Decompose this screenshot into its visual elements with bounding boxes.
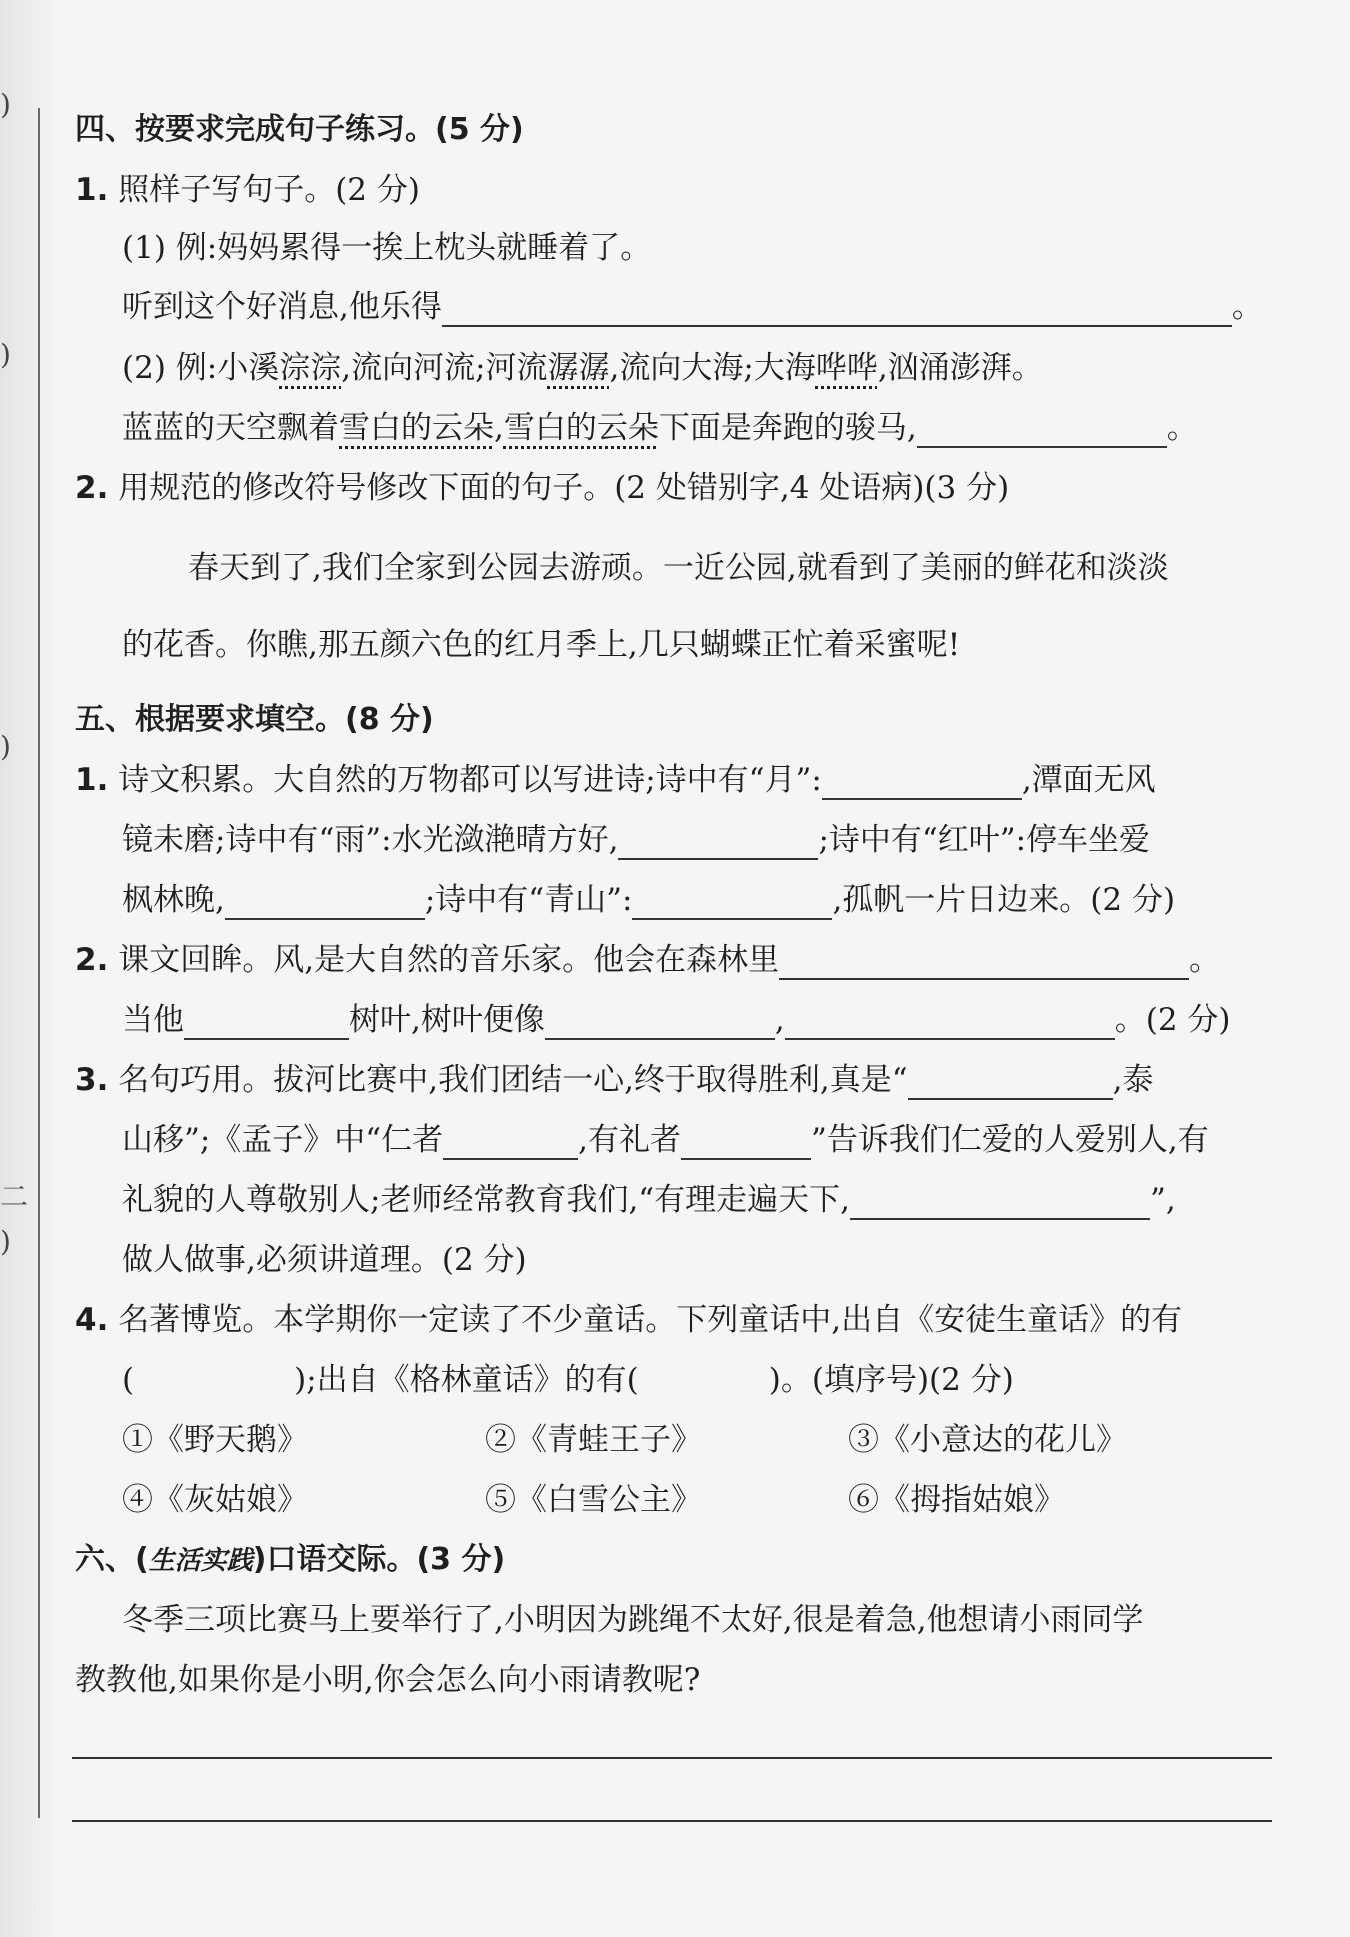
example-4-1-2: (2) 例:小溪淙淙,流向河流;河流潺潺,流向大海;大海哗哗,汹涌澎湃。 bbox=[122, 350, 1043, 386]
question-5-2: 2. 课文回眸。风,是大自然的音乐家。他会在森林里 。 bbox=[75, 942, 1221, 978]
question-5-3: 3. 名句巧用。拔河比赛中,我们团结一心,终于取得胜利,真是“ ,泰 bbox=[75, 1062, 1154, 1098]
answer-blank[interactable] bbox=[908, 1068, 1113, 1100]
answer-blank[interactable] bbox=[442, 295, 1232, 327]
question-5-4-line-2: ( );出自《格林童话》的有( )。(填序号)(2 分) bbox=[122, 1362, 1014, 1398]
answer-writing-line[interactable] bbox=[72, 1757, 1272, 1759]
option-4: ④《灰姑娘》 bbox=[122, 1482, 308, 1518]
question-5-2-line-2: 当他 树叶,树叶便像 , 。(2 分) bbox=[122, 1002, 1231, 1038]
option-3: ③《小意达的花儿》 bbox=[848, 1422, 1127, 1458]
section-4-title: 四、按要求完成句子练习。(5 分) bbox=[75, 112, 524, 147]
answer-blank[interactable] bbox=[822, 768, 1022, 800]
question-5-1: 1. 诗文积累。大自然的万物都可以写进诗;诗中有“月”: ,潭面无风 bbox=[75, 762, 1156, 798]
passage-line-2: 的花香。你瞧,那五颜六色的红月季上,几只蝴蝶正忙着采蜜呢! bbox=[122, 627, 961, 663]
answer-blank[interactable] bbox=[785, 1008, 1115, 1040]
question-5-3-line-3: 礼貌的人尊敬别人;老师经常教育我们,“有理走遍天下, ”, bbox=[122, 1182, 1176, 1218]
question-5-3-line-2: 山移”;《孟子》中“仁者 ,有礼者 ”告诉我们仁爱的人爱别人,有 bbox=[122, 1122, 1209, 1158]
answer-blank[interactable] bbox=[779, 948, 1189, 980]
margin-mark: ) bbox=[0, 730, 11, 763]
option-2: ②《青蛙王子》 bbox=[485, 1422, 702, 1458]
section-5-title: 五、根据要求填空。(8 分) bbox=[75, 702, 434, 737]
answer-blank[interactable] bbox=[632, 888, 832, 920]
option-6: ⑥《拇指姑娘》 bbox=[848, 1482, 1065, 1518]
section-6-title: 六、(生活实践)口语交际。(3 分) bbox=[75, 1542, 506, 1577]
answer-writing-line[interactable] bbox=[72, 1820, 1272, 1822]
answer-blank[interactable] bbox=[443, 1128, 578, 1160]
passage-line-2: 教教他,如果你是小明,你会怎么向小雨请教呢? bbox=[75, 1662, 701, 1698]
answer-blank[interactable] bbox=[618, 828, 818, 860]
question-5-1-line-2: 镜未磨;诗中有“雨”:水光潋滟晴方好, ;诗中有“红叶”:停车坐爱 bbox=[122, 822, 1151, 858]
question-4-1: 1. 照样子写句子。(2 分) bbox=[75, 172, 420, 208]
question-5-1-line-3: 枫林晚, ;诗中有“青山”: ,孤帆一片日边来。(2 分) bbox=[122, 882, 1176, 918]
margin-mark: 二 bbox=[0, 1180, 29, 1213]
answer-blank[interactable] bbox=[917, 416, 1167, 448]
passage-line-1: 冬季三项比赛马上要举行了,小明因为跳绳不太好,很是着急,他想请小雨同学 bbox=[122, 1602, 1144, 1638]
answer-blank[interactable] bbox=[225, 888, 425, 920]
answer-blank[interactable] bbox=[850, 1188, 1150, 1220]
question-5-4: 4. 名著博览。本学期你一定读了不少童话。下列童话中,出自《安徒生童话》的有 bbox=[75, 1302, 1183, 1338]
answer-blank[interactable] bbox=[681, 1128, 811, 1160]
prompt-4-1-1: 听到这个好消息,他乐得 。 bbox=[122, 289, 1263, 325]
answer-blank[interactable] bbox=[184, 1008, 349, 1040]
option-1: ①《野天鹅》 bbox=[122, 1422, 308, 1458]
answer-blank[interactable] bbox=[545, 1008, 775, 1040]
margin-rule bbox=[38, 108, 40, 1818]
margin-mark: ) bbox=[0, 1225, 11, 1258]
prompt-4-1-2: 蓝蓝的天空飘着雪白的云朵,雪白的云朵下面是奔跑的骏马, 。 bbox=[122, 410, 1198, 446]
binding-margin bbox=[0, 0, 52, 1937]
margin-mark: ) bbox=[0, 338, 11, 371]
example-4-1-1: (1) 例:妈妈累得一挨上枕头就睡着了。 bbox=[122, 230, 652, 266]
option-5: ⑤《白雪公主》 bbox=[485, 1482, 702, 1518]
margin-mark: ) bbox=[0, 88, 11, 121]
passage-line-1: 春天到了,我们全家到公园去游顽。一近公园,就看到了美丽的鲜花和淡淡 bbox=[188, 550, 1169, 586]
question-5-3-line-4: 做人做事,必须讲道理。(2 分) bbox=[122, 1242, 527, 1278]
question-4-2: 2. 用规范的修改符号修改下面的句子。(2 处错别字,4 处语病)(3 分) bbox=[75, 470, 1010, 506]
